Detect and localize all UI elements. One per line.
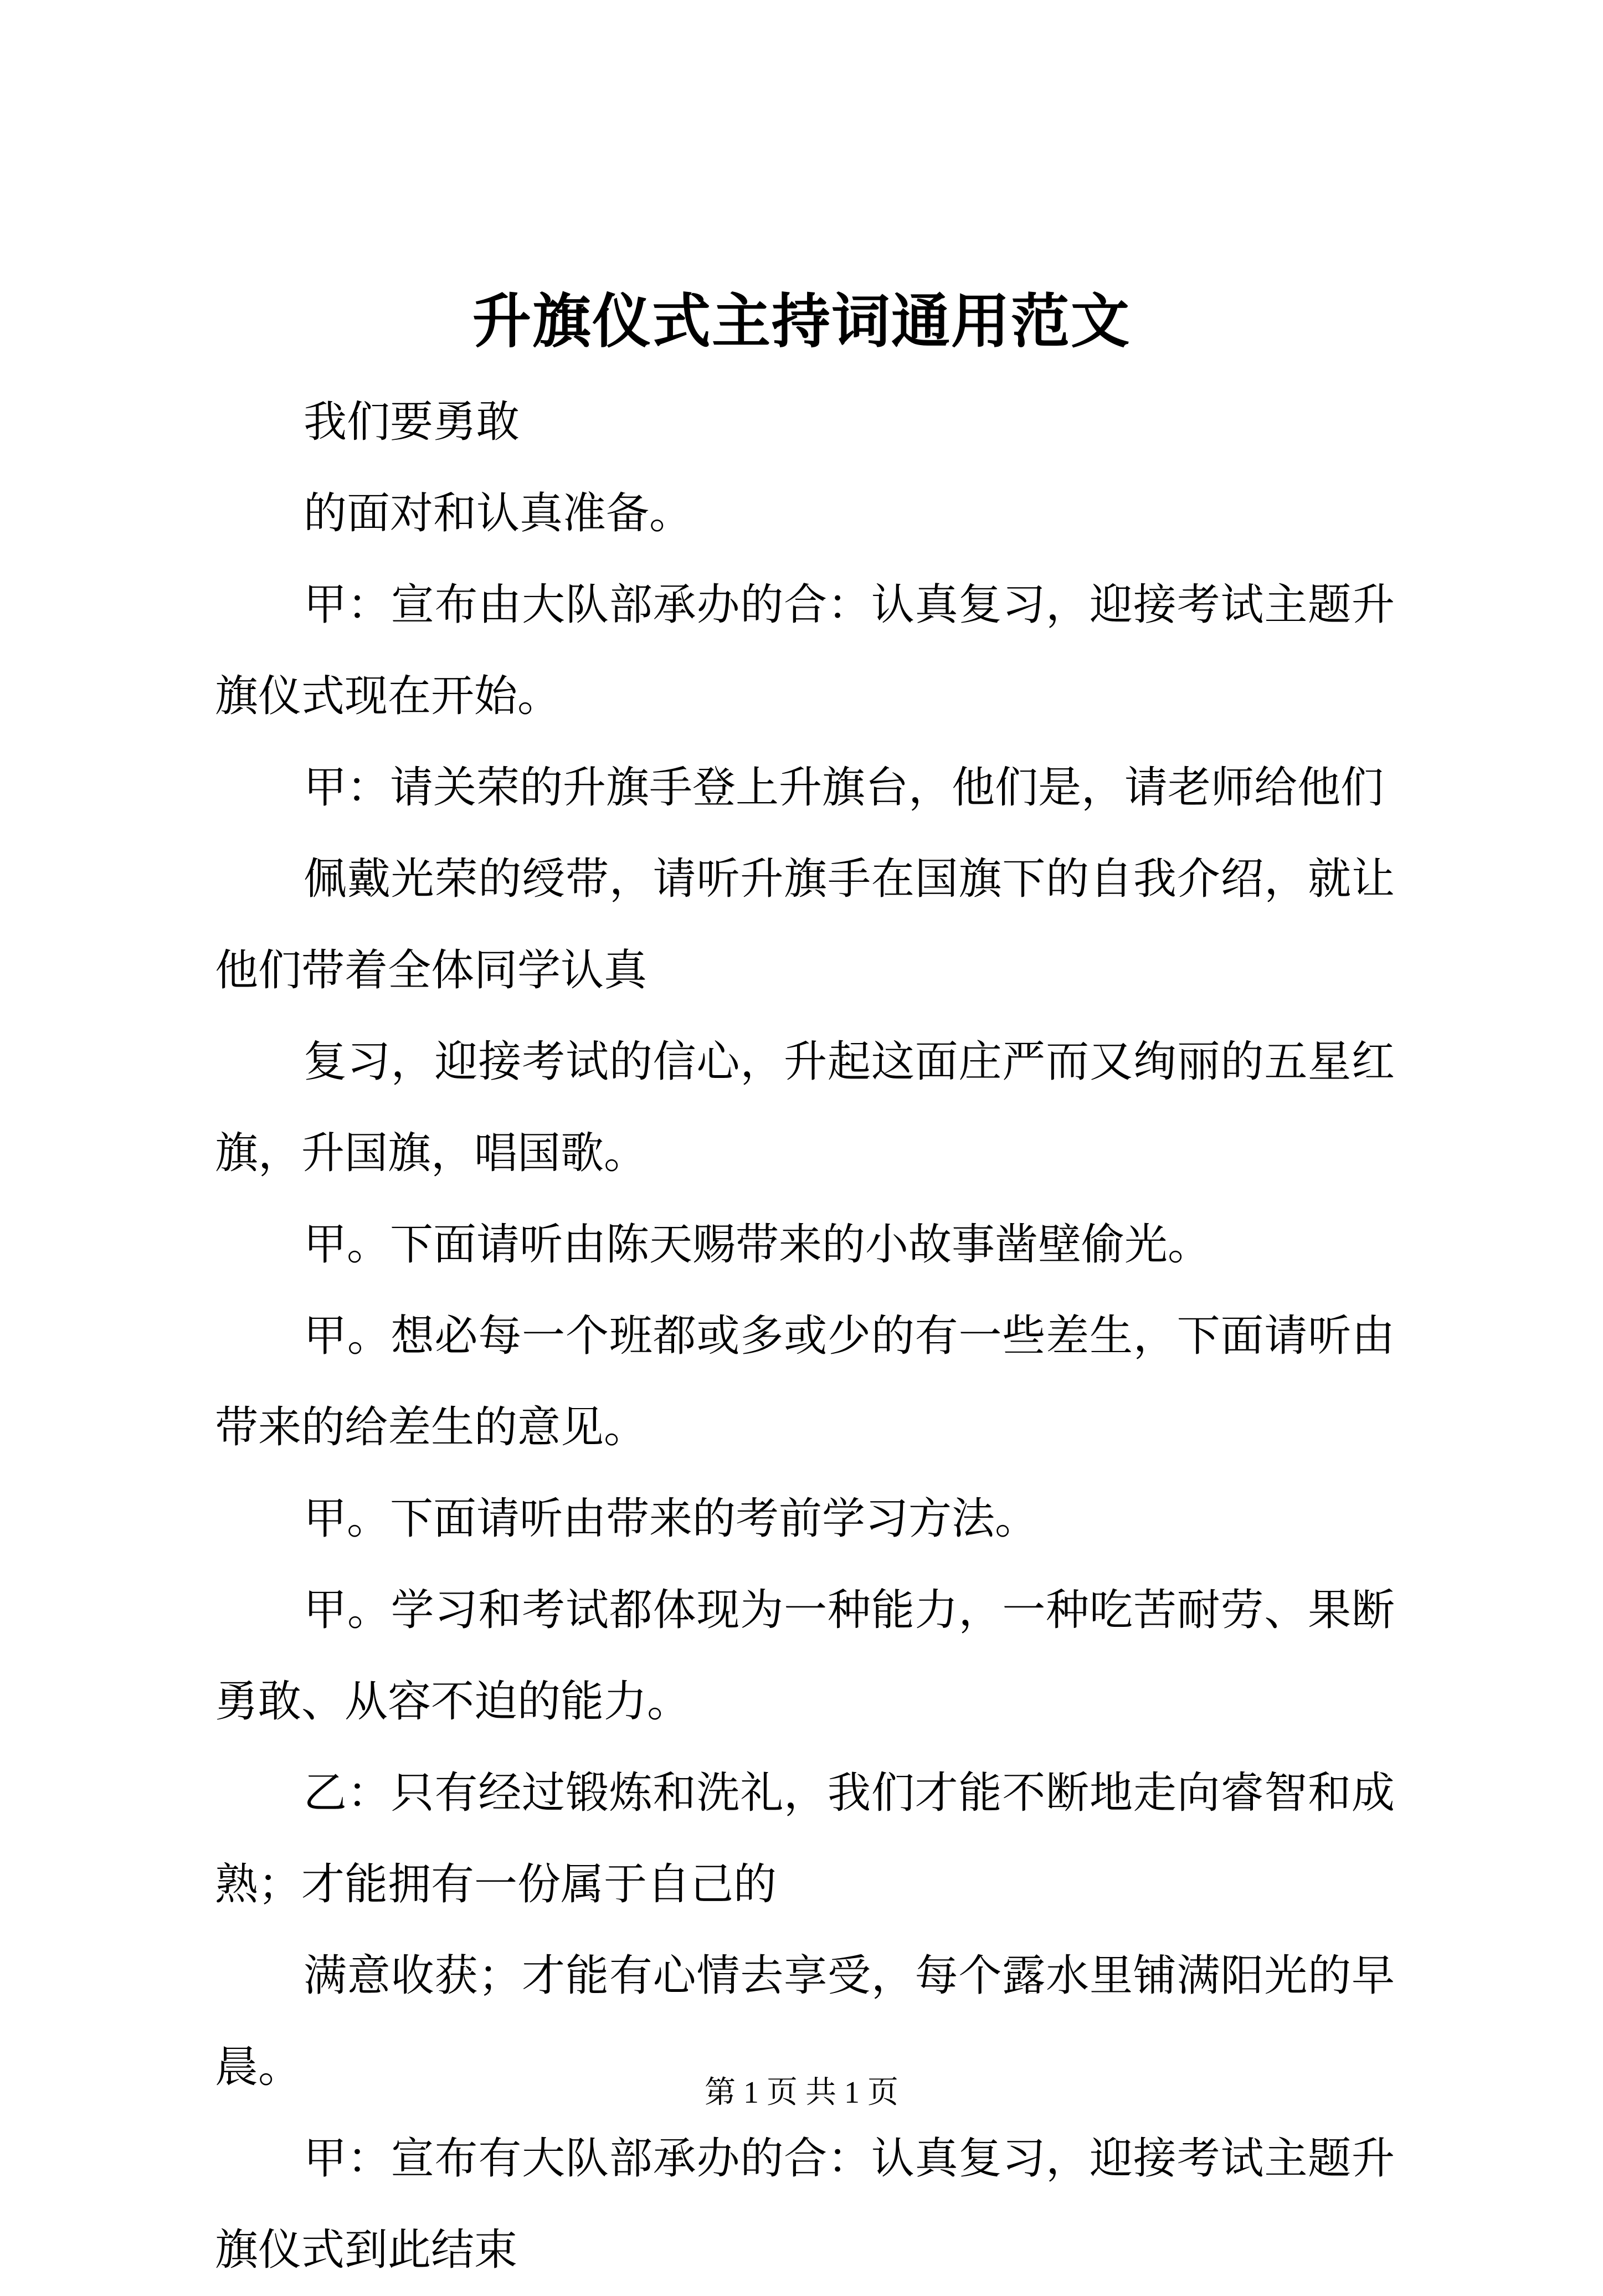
paragraph: 佩戴光荣的绶带，请听升旗手在国旗下的自我介绍，就让他们带着全体同学认真	[215, 854, 1395, 995]
paragraph: 满意收获；才能有心情去享受，每个露水里铺满阳光的早晨。	[215, 1951, 1395, 2092]
paragraph: 甲：宣布由大队部承办的合：认真复习，迎接考试主题升旗仪式现在开始。	[215, 580, 1395, 721]
paragraph: 甲。下面请听由带来的考前学习方法。	[304, 1494, 1039, 1544]
document-body	[215, 377, 1395, 2296]
paragraph: 甲：请关荣的升旗手登上升旗台，他们是，请老师给他们	[304, 763, 1384, 813]
paragraph: 甲。想必每一个班都或多或少的有一些差生，下面请听由带来的给差生的意见。	[215, 1311, 1395, 1452]
page-number-footer: 第 1 页 共 1 页	[705, 2076, 898, 2110]
document-title: 升旗仪式主持词通用范文	[472, 286, 1131, 356]
paragraph: 复习，迎接考试的信心，升起这面庄严而又绚丽的五星红旗，升国旗，唱国歌。	[215, 1037, 1395, 1178]
paragraph: 我们要勇敢	[304, 397, 520, 447]
paragraph: 甲。学习和考试都体现为一种能力，一种吃苦耐劳、果断勇敢、从容不迫的能力。	[215, 1585, 1395, 1727]
paragraph: 的面对和认真准备。	[304, 489, 693, 538]
paragraph: 甲。下面请听由陈天赐带来的小故事凿壁偷光。	[304, 1220, 1211, 1270]
paragraph: 甲：宣布有大队部承办的合：认真复习，迎接考试主题升旗仪式到此结束	[215, 2134, 1395, 2275]
paragraph: 乙：只有经过锻炼和洗礼，我们才能不断地走向睿智和成熟；才能拥有一份属于自己的	[215, 1768, 1395, 1909]
